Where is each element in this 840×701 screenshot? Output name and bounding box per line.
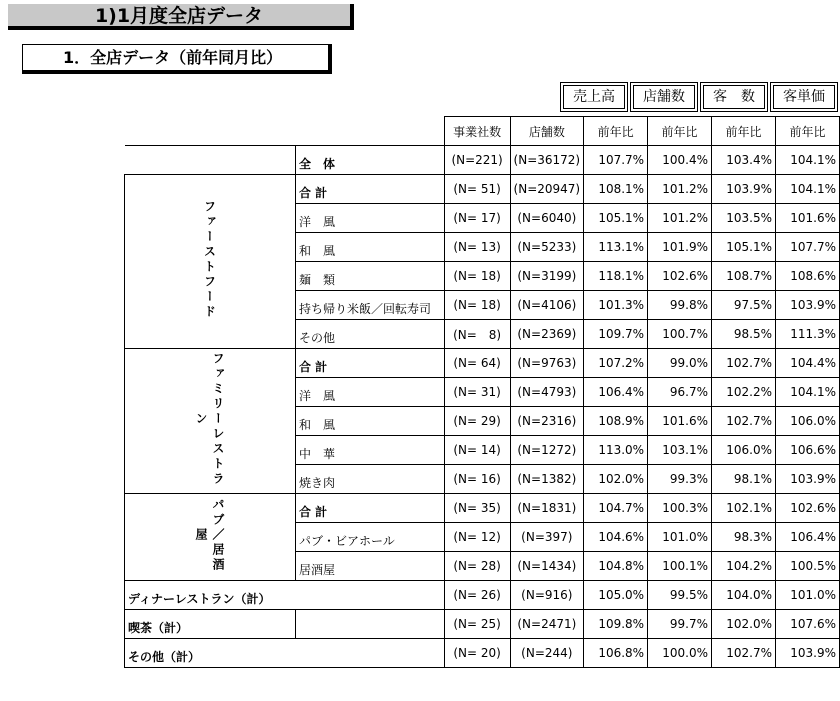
cell-stores: (N=36172) bbox=[510, 146, 584, 175]
cell-stores: (N=4793) bbox=[510, 378, 584, 407]
cell-sales-yoy: 101.3% bbox=[584, 291, 648, 320]
row-label: 居酒屋 bbox=[296, 552, 445, 581]
cell-stores: (N=397) bbox=[510, 523, 584, 552]
cell-sales-yoy: 105.1% bbox=[584, 204, 648, 233]
cell-unit-price-yoy: 104.1% bbox=[775, 175, 839, 204]
cell-customers-yoy: 102.7% bbox=[712, 639, 776, 668]
cell-stores-yoy: 100.4% bbox=[648, 146, 712, 175]
row-label: その他 bbox=[296, 320, 445, 349]
cell-sales-yoy: 106.4% bbox=[584, 378, 648, 407]
cell-stores: (N=20947) bbox=[510, 175, 584, 204]
cell-unit-price-yoy: 108.6% bbox=[775, 262, 839, 291]
cell-stores: (N=6040) bbox=[510, 204, 584, 233]
cell-customers-yoy: 98.5% bbox=[712, 320, 776, 349]
header-sales: 売上高 bbox=[560, 82, 628, 112]
col-header-yoy: 前年比 bbox=[775, 117, 839, 146]
cell-stores: (N=1382) bbox=[510, 465, 584, 494]
cell-stores: (N=2471) bbox=[510, 610, 584, 639]
cell-companies: (N= 13) bbox=[444, 233, 510, 262]
cell-companies: (N= 14) bbox=[444, 436, 510, 465]
row-label: パブ・ビアホール bbox=[296, 523, 445, 552]
cell-stores: (N=5233) bbox=[510, 233, 584, 262]
cell-stores-yoy: 99.0% bbox=[648, 349, 712, 378]
cell-sales-yoy: 104.6% bbox=[584, 523, 648, 552]
cell-customers-yoy: 102.7% bbox=[712, 349, 776, 378]
table-row bbox=[125, 581, 840, 610]
cell-companies: (N= 51) bbox=[444, 175, 510, 204]
cell-sales-yoy: 104.8% bbox=[584, 552, 648, 581]
table-row bbox=[125, 349, 840, 378]
cell-unit-price-yoy: 101.6% bbox=[775, 204, 839, 233]
cell-stores-yoy: 101.6% bbox=[648, 407, 712, 436]
cell-stores: (N=1831) bbox=[510, 494, 584, 523]
cell-stores-yoy: 99.5% bbox=[648, 581, 712, 610]
row-label: 洋 風 bbox=[296, 378, 445, 407]
row-label: 焼き肉 bbox=[296, 465, 445, 494]
cell-unit-price-yoy: 107.7% bbox=[775, 233, 839, 262]
cell-unit-price-yoy: 106.4% bbox=[775, 523, 839, 552]
cell-companies: (N= 17) bbox=[444, 204, 510, 233]
cell-stores-yoy: 101.2% bbox=[648, 175, 712, 204]
section-pub: パブ／居酒屋 bbox=[125, 494, 296, 581]
row-label: 中 華 bbox=[296, 436, 445, 465]
cell-sales-yoy: 107.7% bbox=[584, 146, 648, 175]
cell-stores-yoy: 100.1% bbox=[648, 552, 712, 581]
row-label: 和 風 bbox=[296, 407, 445, 436]
cell-sales-yoy: 107.2% bbox=[584, 349, 648, 378]
row-label: 全 体 bbox=[296, 146, 445, 175]
cell-customers-yoy: 98.1% bbox=[712, 465, 776, 494]
cell-customers-yoy: 103.5% bbox=[712, 204, 776, 233]
cell-customers-yoy: 103.4% bbox=[712, 146, 776, 175]
cell-sales-yoy: 108.1% bbox=[584, 175, 648, 204]
cell-sales-yoy: 118.1% bbox=[584, 262, 648, 291]
cell-sales-yoy: 113.1% bbox=[584, 233, 648, 262]
header-stores: 店舗数 bbox=[630, 82, 698, 112]
cell-unit-price-yoy: 101.0% bbox=[775, 581, 839, 610]
section-fastfood: ファーストフード bbox=[125, 175, 296, 349]
col-header-stores: 店舗数 bbox=[510, 117, 584, 146]
table-row bbox=[125, 175, 840, 204]
cell-stores-yoy: 101.2% bbox=[648, 204, 712, 233]
cell-companies: (N= 12) bbox=[444, 523, 510, 552]
cell-stores: (N=244) bbox=[510, 639, 584, 668]
table-header-row bbox=[125, 117, 840, 146]
cell-customers-yoy: 102.1% bbox=[712, 494, 776, 523]
cell-unit-price-yoy: 103.9% bbox=[775, 639, 839, 668]
report-title: 1)1月度全店データ bbox=[8, 4, 354, 30]
col-header-yoy: 前年比 bbox=[648, 117, 712, 146]
cell-sales-yoy: 105.0% bbox=[584, 581, 648, 610]
cell-customers-yoy: 108.7% bbox=[712, 262, 776, 291]
cell-stores: (N=2316) bbox=[510, 407, 584, 436]
cell-stores-yoy: 100.7% bbox=[648, 320, 712, 349]
cell-stores-yoy: 99.3% bbox=[648, 465, 712, 494]
table-row bbox=[125, 639, 840, 668]
cell-customers-yoy: 98.3% bbox=[712, 523, 776, 552]
cell-customers-yoy: 106.0% bbox=[712, 436, 776, 465]
cell-unit-price-yoy: 107.6% bbox=[775, 610, 839, 639]
table-row bbox=[125, 146, 840, 175]
row-label: 合 計 bbox=[296, 494, 445, 523]
cell-customers-yoy: 102.7% bbox=[712, 407, 776, 436]
row-label: 合 計 bbox=[296, 349, 445, 378]
cell-sales-yoy: 109.7% bbox=[584, 320, 648, 349]
cell-companies: (N= 8) bbox=[444, 320, 510, 349]
cell-stores-yoy: 100.0% bbox=[648, 639, 712, 668]
cell-companies: (N= 25) bbox=[444, 610, 510, 639]
row-label: 和 風 bbox=[296, 233, 445, 262]
cell-customers-yoy: 102.2% bbox=[712, 378, 776, 407]
cell-unit-price-yoy: 106.6% bbox=[775, 436, 839, 465]
row-label: ディナーレストラン（計） bbox=[125, 581, 445, 610]
cell-stores-yoy: 102.6% bbox=[648, 262, 712, 291]
cell-stores: (N=2369) bbox=[510, 320, 584, 349]
section-family: ファミリーレストラン bbox=[125, 349, 296, 494]
cell-unit-price-yoy: 106.0% bbox=[775, 407, 839, 436]
row-label: 合 計 bbox=[296, 175, 445, 204]
cell-stores-yoy: 99.7% bbox=[648, 610, 712, 639]
cell-stores-yoy: 96.7% bbox=[648, 378, 712, 407]
cell-sales-yoy: 102.0% bbox=[584, 465, 648, 494]
cell-customers-yoy: 105.1% bbox=[712, 233, 776, 262]
row-label: 麺 類 bbox=[296, 262, 445, 291]
col-header-yoy: 前年比 bbox=[584, 117, 648, 146]
cell-companies: (N= 26) bbox=[444, 581, 510, 610]
cell-customers-yoy: 104.0% bbox=[712, 581, 776, 610]
cell-unit-price-yoy: 104.4% bbox=[775, 349, 839, 378]
header-unit-price: 客単価 bbox=[770, 82, 838, 112]
cell-stores-yoy: 101.0% bbox=[648, 523, 712, 552]
cell-stores: (N=1434) bbox=[510, 552, 584, 581]
cell-sales-yoy: 113.0% bbox=[584, 436, 648, 465]
store-data-table bbox=[124, 116, 840, 668]
row-label: 持ち帰り米飯／回転寿司 bbox=[296, 291, 445, 320]
cell-unit-price-yoy: 100.5% bbox=[775, 552, 839, 581]
cell-unit-price-yoy: 102.6% bbox=[775, 494, 839, 523]
cell-stores: (N=916) bbox=[510, 581, 584, 610]
cell-sales-yoy: 106.8% bbox=[584, 639, 648, 668]
section-title: 1．全店データ（前年同月比） bbox=[22, 44, 332, 74]
cell-sales-yoy: 109.8% bbox=[584, 610, 648, 639]
cell-sales-yoy: 104.7% bbox=[584, 494, 648, 523]
cell-companies: (N= 31) bbox=[444, 378, 510, 407]
cell-customers-yoy: 103.9% bbox=[712, 175, 776, 204]
cell-unit-price-yoy: 103.9% bbox=[775, 465, 839, 494]
col-header-yoy: 前年比 bbox=[712, 117, 776, 146]
cell-companies: (N= 64) bbox=[444, 349, 510, 378]
cell-stores-yoy: 103.1% bbox=[648, 436, 712, 465]
row-label: 洋 風 bbox=[296, 204, 445, 233]
cell-stores: (N=4106) bbox=[510, 291, 584, 320]
cell-unit-price-yoy: 111.3% bbox=[775, 320, 839, 349]
cell-stores: (N=1272) bbox=[510, 436, 584, 465]
table-row bbox=[125, 610, 840, 639]
cell-customers-yoy: 104.2% bbox=[712, 552, 776, 581]
table-row bbox=[125, 494, 840, 523]
cell-customers-yoy: 102.0% bbox=[712, 610, 776, 639]
row-label: その他（計） bbox=[125, 639, 445, 668]
cell-companies: (N= 29) bbox=[444, 407, 510, 436]
cell-companies: (N= 20) bbox=[444, 639, 510, 668]
cell-companies: (N= 18) bbox=[444, 262, 510, 291]
cell-sales-yoy: 108.9% bbox=[584, 407, 648, 436]
cell-companies: (N= 28) bbox=[444, 552, 510, 581]
cell-companies: (N= 35) bbox=[444, 494, 510, 523]
cell-unit-price-yoy: 103.9% bbox=[775, 291, 839, 320]
col-header-companies: 事業社数 bbox=[444, 117, 510, 146]
cell-customers-yoy: 97.5% bbox=[712, 291, 776, 320]
cell-stores: (N=3199) bbox=[510, 262, 584, 291]
cell-stores: (N=9763) bbox=[510, 349, 584, 378]
cell-unit-price-yoy: 104.1% bbox=[775, 146, 839, 175]
cell-stores-yoy: 99.8% bbox=[648, 291, 712, 320]
header-customers: 客 数 bbox=[700, 82, 768, 112]
cell-stores-yoy: 101.9% bbox=[648, 233, 712, 262]
row-label: 喫茶（計） bbox=[125, 610, 296, 639]
cell-companies: (N= 18) bbox=[444, 291, 510, 320]
cell-stores-yoy: 100.3% bbox=[648, 494, 712, 523]
cell-companies: (N=221) bbox=[444, 146, 510, 175]
cell-unit-price-yoy: 104.1% bbox=[775, 378, 839, 407]
cell-companies: (N= 16) bbox=[444, 465, 510, 494]
